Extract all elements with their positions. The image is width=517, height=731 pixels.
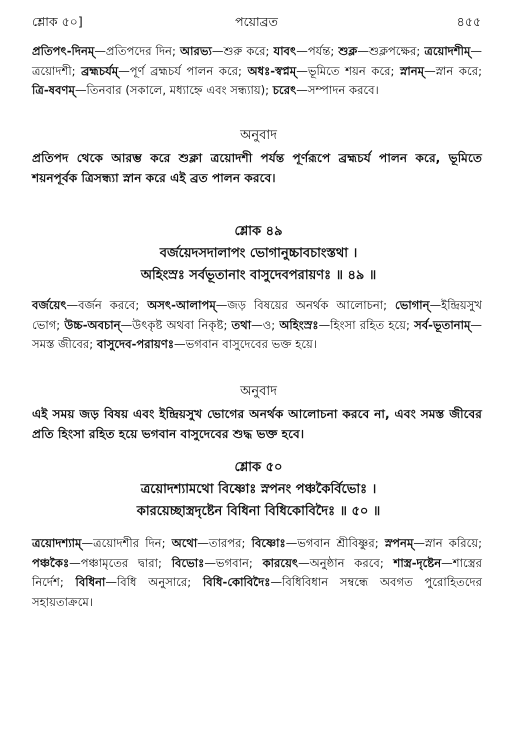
gloss-term: অধঃ-স্বপ্নম্ [247, 63, 297, 78]
gloss-term: বিভোঃ [171, 555, 205, 570]
gloss-term: বিধি-কোবিদৈঃ [202, 575, 271, 589]
gloss-meaning: —স্নান করে; [424, 63, 482, 78]
gloss-term: সর্ব-ভূতানাম্ [414, 317, 471, 332]
translation-heading-48: অনুবাদ [240, 128, 277, 143]
gloss-meaning: —তারপর; [197, 536, 252, 550]
gloss-meaning: —ভগবান; [204, 555, 263, 570]
gloss-meaning: —তিনবার (সকালে, মধ্যাহ্নে এবং সন্ধ্যায়); [74, 83, 273, 97]
gloss-meaning: —ত্রয়োদশী; [32, 44, 482, 78]
gloss-term: বিধিনা [75, 575, 106, 589]
header-page-number: ৪৫৫ [456, 14, 481, 29]
gloss-meaning: —বিধিবিধান সম্বন্ধে অবগত পুরোহিতদের সহায়তাক্রমে। [32, 575, 482, 609]
gloss-term: উচ্চ-অবচান্ [64, 317, 121, 332]
gloss-term: যাবৎ [273, 44, 297, 58]
header-chapter-title: পয়োব্রত [235, 14, 278, 29]
gloss-meaning: —ভগবান শ্রীবিষ্ণুর; [285, 536, 385, 550]
gloss-term: অসৎ-আলাপম্ [147, 298, 216, 312]
gloss-term: স্নপনম্ [384, 536, 414, 550]
shloka-49-line-2: অহিংস্রঃ সর্বভূতানাং বাসুদেবপরায়ণঃ ॥ ৪৯ ॥ [140, 268, 377, 283]
gloss-term: কারয়েৎ [262, 555, 299, 570]
gloss-term: শাস্ত্র-দৃষ্টেন [393, 555, 442, 570]
page-header [32, 14, 481, 32]
gloss-term: ত্রি-ষবণম্ [32, 83, 75, 97]
shloka-49-line-1: বর্জয়েদসদালাপং ভোগানুচ্চাবচাংস্তথা । [159, 246, 358, 261]
shloka-50-line-2: কারয়েচ্ছাস্ত্রদৃষ্টেন বিধিনা বিধিকোবিদৈঃ ॥ ৫০ ॥ [136, 504, 381, 519]
gloss-term: বর্জয়েৎ [32, 298, 67, 312]
gloss-meaning: —উৎকৃষ্ট অথবা নিকৃষ্ট; [120, 317, 232, 332]
word-meanings-48 [32, 42, 482, 101]
gloss-term: ত্রয়োদশীম্ [424, 44, 471, 58]
translation-48: প্রতিপদ থেকে আরম্ভ করে শুক্লা ত্রয়োদশী পর্যন্ত পূর্ণরূপে ব্রহ্মচর্য পালন করে, ভূমিতে শয়নপূর্বক ত্রিসন্ধ্যা স্নান করে এই ব্রত পালন করবে। [32, 151, 482, 185]
translation-heading-49: অনুবাদ [240, 384, 277, 399]
gloss-meaning: —ত্রয়োদশীর দিন; [81, 536, 172, 550]
translation-49: এই সময় জড় বিষয় এবং ইন্দ্রিয়সুখ ভোগের অনর্থক আলোচনা করবে না, এবং সমস্ত জীবের প্রতি হিংসা রহিত হয়ে ভগবান বাসুদেবের শুদ্ধ ভক্ত হবে। [32, 407, 482, 441]
gloss-meaning: —পূর্ণ ব্রহ্মচর্য পালন করে; [118, 63, 248, 78]
gloss-term: চরেৎ [272, 83, 297, 97]
gloss-term: বিষ্ণোঃ [251, 536, 286, 550]
gloss-term: ত্রয়োদশ্যাম্ [32, 536, 82, 550]
gloss-meaning: —বিধি অনুসারে; [105, 575, 203, 589]
gloss-term: তথা [231, 317, 252, 332]
gloss-term: ভোগান্ [394, 298, 430, 312]
gloss-meaning: —পঞ্চামৃতের দ্বারা; [69, 555, 172, 570]
gloss-meaning: —প্রতিপদের দিন; [94, 44, 180, 58]
gloss-meaning: —শাস্ত্রের নির্দেশ; [32, 555, 482, 589]
gloss-term: বাসুদেব-পরায়ণঃ [96, 337, 175, 351]
gloss-term: অহিংস্রঃ [279, 317, 319, 332]
gloss-term: শুক্ল [338, 44, 358, 58]
gloss-meaning: —শুরু করে; [211, 44, 274, 58]
gloss-meaning: —ভগবান বাসুদেবের ভক্ত হয়ে। [174, 337, 317, 351]
gloss-term: স্নানম্ [400, 63, 425, 78]
gloss-term: পঞ্চকৈঃ [32, 555, 70, 570]
gloss-term: প্রতিপৎ-দিনম্ [32, 44, 95, 58]
gloss-meaning: —ইন্দ্রিয়সুখ ভোগ; [32, 298, 482, 332]
gloss-term: আরভ্য [179, 44, 212, 58]
gloss-meaning: —শুক্লপক্ষের; [357, 44, 425, 58]
gloss-meaning: —ও; [251, 317, 280, 332]
gloss-meaning: —বর্জন করবে; [66, 298, 148, 312]
gloss-meaning: —ভূমিতে শয়ন করে; [296, 63, 401, 78]
gloss-meaning: —সমস্ত জীবের; [32, 317, 482, 351]
gloss-meaning: —পর্যন্ত; [296, 44, 339, 58]
gloss-meaning: —অনুষ্ঠান করবে; [298, 555, 394, 570]
header-verse-ref: শ্লোক ৫০] [32, 14, 83, 29]
shloka-50-heading: শ্লোক ৫০ [234, 460, 283, 475]
gloss-meaning: —সম্পাদন করবে। [296, 83, 379, 97]
shloka-50-line-1: ত্রয়োদশ্যামথো বিষ্ণোঃ স্নপনং পঞ্চকৈর্বিভোঃ । [140, 482, 377, 497]
gloss-term: ব্রহ্মচর্যম্ [81, 63, 119, 78]
shloka-49-heading: শ্লোক ৪৯ [234, 224, 283, 239]
gloss-meaning: —হিংসা রহিত হয়ে; [318, 317, 415, 332]
word-meanings-49 [32, 296, 482, 355]
gloss-meaning: —জড় বিষয়ের অনর্থক আলোচনা; [215, 298, 395, 312]
word-meanings-50 [32, 534, 482, 612]
gloss-term: অথো [171, 536, 198, 550]
gloss-meaning: —স্নান করিয়ে; [413, 536, 483, 550]
